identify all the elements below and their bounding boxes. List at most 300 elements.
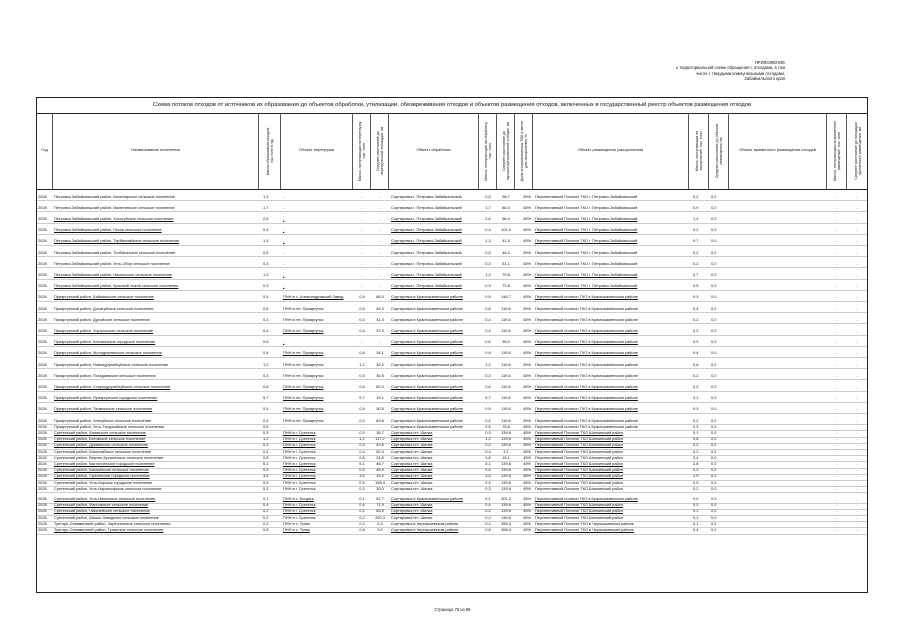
header-disposal-mass: Масса, поступающая на захоронение, тыс. тонн	[689, 113, 709, 189]
cell-proc: Сортировка г. Петровск-Забайкальский	[391, 273, 462, 278]
cell-trd: -	[379, 217, 381, 222]
cell-proc: Сортировка пгт. Шилка	[391, 468, 433, 473]
cell-tr: ПНН в г. Сретенск	[283, 474, 316, 479]
cell-mass: 0,5	[263, 250, 269, 255]
cell-pm: 0,4	[485, 228, 491, 233]
cell-ntd: -	[856, 228, 858, 233]
cell-proc: Сортировка в Краснокаменском районе	[391, 385, 463, 390]
cell-dm: 0,5	[693, 480, 699, 485]
cell-dd: 0,0	[711, 261, 717, 266]
cell-dm: 0,3	[693, 385, 699, 390]
cell-dm: 0,4	[693, 455, 699, 460]
cell-mass: 5,7	[263, 396, 269, 401]
cell-dm: 0,2	[693, 329, 699, 334]
cell-tr: -	[283, 424, 285, 429]
cell-disp: Перспективный Полигон ТКО Шилкинский район	[535, 480, 623, 485]
cell-dm: 0,2	[693, 373, 699, 378]
cell-trm: 0,4	[359, 317, 365, 322]
cell-proc: Сортировка в Краснокаменском районе	[391, 329, 463, 334]
cell-pd: 398,4	[501, 521, 511, 526]
cell-trm: 0,3	[359, 443, 365, 448]
cell-ntm: -	[836, 306, 838, 311]
cell-dm: 0,2	[693, 503, 699, 508]
table-row	[37, 486, 867, 493]
cell-pm: 0,9	[485, 480, 491, 485]
cell-dd: 0,0	[711, 468, 717, 473]
cell-share: 45%	[523, 474, 531, 479]
cell-dm: 0,3	[693, 340, 699, 345]
cell-tr: ПНН в пгт. Приаргунск	[283, 351, 324, 356]
cell-share: 45%	[523, 340, 531, 345]
appendix-line: Забайкальского края	[744, 76, 785, 82]
cell-pd: 139,6	[501, 443, 511, 448]
cell-trm: 0,9	[359, 480, 365, 485]
cell-ntm: -	[836, 509, 838, 514]
cell-disp: Перспективный полигон ТКО в Краснокаменском районе	[535, 329, 638, 334]
cell-proc: Сортировка пгт. Шилка	[391, 474, 433, 479]
header-transfer-distance: Среднее расстояние до перегрузочной площадки, км	[371, 113, 389, 189]
cell-mass: 0,5	[263, 424, 269, 429]
cell-dm: 1,9	[693, 474, 699, 479]
cell-trd: 30,0	[376, 486, 384, 491]
cell-year: 2028	[38, 273, 47, 278]
cell-ntm: -	[836, 217, 838, 222]
cell-dd: 0,0	[711, 515, 717, 520]
cell-ntm: -	[836, 205, 838, 210]
cell-ntm: -	[836, 373, 838, 378]
cell-share: 45%	[523, 295, 531, 300]
cell-dd: 0,0	[711, 306, 717, 311]
cell-pm: 0,2	[485, 521, 491, 526]
cell-trd: -	[379, 205, 381, 210]
cell-year: 2028	[38, 462, 47, 467]
cell-ntd: -	[856, 317, 858, 322]
cell-disp: Перспективный Полигон ТКО Шилкинский район	[535, 455, 623, 460]
cell-proc: Сортировка пгт. Шилка	[391, 486, 433, 491]
cell-pd: 101,0	[501, 228, 511, 233]
cell-proc: Сортировка г. Петровск-Забайкальский	[391, 261, 462, 266]
appendix-line: числе с твердыми коммунальными отходами,	[696, 70, 785, 76]
cell-year: 2028	[38, 486, 47, 491]
cell-ntd: -	[856, 424, 858, 429]
cell-disp: Перспективный Полигон ТКО Шилкинский район	[535, 437, 623, 442]
header-temporary-mass: Масса, поступающая на временное размещение, тыс. тонн	[827, 113, 847, 189]
cell-mass: 1,2	[263, 437, 269, 442]
header-disposal: Объект размещения (захоронения)	[533, 113, 689, 189]
cell-disp: Перспективный Полигон ТКО Шилкинский район	[535, 449, 623, 454]
cell-dm: 0,3	[693, 424, 699, 429]
cell-mass: 0,3	[263, 486, 269, 491]
cell-share: 45%	[523, 385, 531, 390]
cell-dm: 0,3	[693, 295, 699, 300]
cell-name: Приаргунский район, Усть-Тасуркайское сельское поселение	[54, 424, 165, 429]
cell-ntm: -	[836, 194, 838, 199]
cell-share: 45%	[523, 437, 531, 442]
appendix-line: к территориальной схеме обращения с отходами, в том	[676, 65, 785, 71]
cell-mass: 0,6	[263, 306, 269, 311]
cell-trd: 117,2	[375, 437, 385, 442]
cell-trd: 30,5	[376, 407, 384, 412]
cell-disp: Перспективный полигон ТКО в Краснокаменском районе	[535, 340, 638, 345]
cell-dm: 3,1	[693, 396, 699, 401]
waste-flow-table	[36, 97, 868, 593]
cell-share: 45%	[523, 418, 531, 423]
cell-dm: 0,4	[693, 306, 699, 311]
cell-year: 2028	[38, 509, 47, 514]
cell-mass: 0,4	[263, 228, 269, 233]
cell-ntd: -	[856, 261, 858, 266]
cell-name: Сретенский район, Сретенское городское поселение	[54, 474, 150, 479]
cell-trm: 0,2	[359, 521, 365, 526]
cell-share: 45%	[523, 373, 531, 378]
cell-year: 2028	[38, 250, 47, 255]
appendix-note	[585, 60, 785, 82]
cell-disp: Перспективный Полигон ТКО г. Петровск-Забайкальский	[535, 284, 638, 289]
header-processing: Объект обработки	[389, 113, 479, 189]
cell-dd: 0,0	[711, 317, 717, 322]
cell-dm: 0,9	[693, 205, 699, 210]
cell-disp: Перспективный полигон ТКО в Краснокаменском районе	[535, 373, 638, 378]
cell-trd: 49,3	[376, 306, 384, 311]
cell-pd: 56,4	[502, 217, 510, 222]
cell-name: Сретенский район, Шилкинское сельское поселение	[54, 468, 149, 473]
cell-tr: ПНН в пгт. Приаргунск	[283, 306, 324, 311]
cell-pd: 3,1	[503, 449, 509, 454]
cell-disp: Перспективный Полигон ТКО Шилкинский район	[535, 486, 623, 491]
cell-year: 2028	[38, 455, 47, 460]
cell-share: 45%	[523, 205, 531, 210]
cell-mass: 0,4	[263, 329, 269, 334]
cell-ntd: -	[856, 194, 858, 199]
cell-trm: 0,2	[359, 509, 365, 514]
cell-dd: 0,0	[711, 462, 717, 467]
cell-year: 2028	[38, 340, 47, 345]
cell-tr: ПНН в г. Сретенск	[283, 515, 316, 520]
cell-trd: 52,4	[376, 449, 384, 454]
cell-dm: 0,1	[693, 509, 699, 514]
cell-trm: -	[361, 424, 363, 429]
cell-tr: ПНН в г. Сретенск	[283, 509, 316, 514]
cell-dd: 0,0	[711, 521, 717, 526]
cell-pd: 139,6	[501, 468, 511, 473]
cell-share: 45%	[523, 284, 531, 289]
cell-name: Приаргунский район, Приаргунское городское поселение	[54, 396, 158, 401]
cell-ntm: -	[836, 261, 838, 266]
header-transfer: Объект перегрузки	[281, 113, 353, 189]
cell-tr: ПНН в пгт. Приаргунск	[283, 329, 324, 334]
cell-disp: Перспективный Полигон ТКО г. Петровск-Забайкальский	[535, 261, 638, 266]
cell-dd: 0,0	[711, 497, 717, 502]
cell-mass: 0,4	[263, 418, 269, 423]
cell-ntm: -	[836, 462, 838, 467]
cell-mass: 1,3	[263, 273, 269, 278]
cell-share: 45%	[523, 351, 531, 356]
header-processing-distance: Среднее расстояние до мусоросортировочной станции, км	[497, 113, 515, 189]
cell-year: 2028	[38, 228, 47, 233]
cell-trd: -	[379, 261, 381, 266]
cell-dd: 0,0	[711, 509, 717, 514]
cell-dd: 0,0	[711, 396, 717, 401]
cell-share: 45%	[523, 396, 531, 401]
cell-ntm: -	[836, 362, 838, 367]
cell-pm: 5,1	[485, 462, 491, 467]
cell-dm: 0,4	[693, 528, 699, 533]
cell-disp: Перспективный Полигон ТКО в Чернышевском районе	[535, 521, 634, 526]
cell-name: Сретенский район, Верхне-Куэнгинское сельское поселение	[54, 455, 164, 460]
cell-share: 45%	[523, 317, 531, 322]
cell-ntd: -	[856, 239, 858, 244]
cell-share: 45%	[523, 503, 531, 508]
cell-mass: 0,1	[263, 497, 269, 502]
cell-ntm: -	[836, 497, 838, 502]
cell-ntm: -	[836, 295, 838, 300]
cell-pd: 46,3	[502, 250, 510, 255]
cell-pd: 72,8	[502, 284, 510, 289]
cell-mass: 0,3	[263, 373, 269, 378]
header-temporary-distance: Среднее расстояние до площадки временного размещения, км	[853, 122, 862, 180]
cell-disp: Перспективный полигон ТКО в Краснокаменском районе	[535, 418, 638, 423]
cell-share: 45%	[523, 362, 531, 367]
cell-ntm: -	[836, 228, 838, 233]
cell-tr: -	[283, 205, 285, 210]
cell-ntm: -	[836, 468, 838, 473]
cell-tr: -	[283, 239, 285, 244]
cell-year: 2028	[38, 418, 47, 423]
cell-name: Приаргунский район, Зоргольское сельское поселение	[54, 329, 154, 334]
cell-pm: 0,8	[485, 455, 491, 460]
header-settlement: Наименование поселения	[53, 113, 259, 189]
cell-share: 45%	[523, 497, 531, 502]
cell-dd: 0,0	[711, 418, 717, 423]
cell-name: Тунгиро-Олекминский район, Тупикское сельское поселение	[54, 528, 164, 533]
cell-proc: Сортировка в Краснокаменском районе	[391, 424, 463, 429]
cell-ntm: -	[836, 437, 838, 442]
cell-trd: -	[379, 273, 381, 278]
cell-dm: 0,3	[693, 468, 699, 473]
cell-share: 45%	[523, 407, 531, 412]
cell-pm: 0,2	[485, 515, 491, 520]
cell-year: 2028	[38, 261, 47, 266]
cell-mass: 0,6	[263, 340, 269, 345]
cell-trd: 9,0	[377, 528, 383, 533]
cell-dm: 0,5	[693, 284, 699, 289]
cell-year: 2028	[38, 443, 47, 448]
cell-disp: Перспективный полигон ТКО в Краснокаменском районе	[535, 396, 638, 401]
cell-proc: Сортировка г. Петровск-Забайкальский	[391, 194, 462, 199]
cell-dm: 0,7	[693, 239, 699, 244]
cell-trd: 63,5	[376, 509, 384, 514]
cell-dm: 0,6	[693, 362, 699, 367]
cell-proc: Сортировка в Чернышевском районе	[391, 528, 459, 533]
cell-tr: ПНН в г. Сретенск	[283, 431, 316, 436]
cell-trm: 3,5	[359, 474, 365, 479]
cell-trm: 0,5	[359, 407, 365, 412]
cell-name: Сретенский район, Кокертайское сельское поселение	[54, 449, 152, 454]
cell-name: Приаргунский район, Погадаевское сельское поселение	[54, 373, 156, 378]
cell-tr: ПНН в г. Сретенск	[283, 443, 316, 448]
cell-proc: Сортировка пгт. Шилка	[391, 462, 433, 467]
cell-proc: Сортировка г. Петровск-Забайкальский	[391, 228, 462, 233]
cell-tr: ПНН в пгт. Приаргунск	[283, 407, 324, 412]
cell-year: 2028	[38, 503, 47, 508]
cell-disp: Перспективный полигон ТКО в Краснокаменском районе	[535, 407, 638, 412]
cell-proc: Сортировка в Краснокаменском районе	[391, 306, 463, 311]
cell-pd: 139,6	[501, 480, 511, 485]
cell-mass: 0,4	[263, 317, 269, 322]
cell-ntd: -	[856, 480, 858, 485]
cell-trd: -	[379, 239, 381, 244]
cell-year: 2028	[38, 295, 47, 300]
cell-name: Петровск-Забайкальский район, Катангарское сельское поселение	[54, 194, 175, 199]
cell-ntd: -	[856, 497, 858, 502]
cell-pm: 0,3	[485, 486, 491, 491]
cell-mass: 0,5	[263, 407, 269, 412]
cell-tr: ПНН в г. Сретенск	[283, 449, 316, 454]
cell-trm: 0,5	[359, 468, 365, 473]
cell-proc: Сортировка в Краснокаменском районе	[391, 396, 463, 401]
cell-name: Петровск-Забайкальский район, Малетинское сельское поселение	[54, 205, 175, 210]
cell-trd: 69,6	[376, 418, 384, 423]
cell-trm: -	[361, 239, 363, 244]
cell-ntd: -	[856, 521, 858, 526]
cell-year: 2028	[38, 396, 47, 401]
cell-dd: 0,0	[711, 284, 717, 289]
cell-trm: 0,8	[359, 455, 365, 460]
cell-name: Приаргунский район, Староцурухайтуйское сельское поселение	[54, 385, 171, 390]
cell-ntd: -	[856, 437, 858, 442]
cell-dd: 0,0	[711, 424, 717, 429]
cell-ntm: -	[836, 407, 838, 412]
cell-mass: 1,3	[263, 194, 269, 199]
cell-disp: Перспективный полигон ТКО в Краснокаменском районе	[535, 424, 638, 429]
cell-ntd: -	[856, 295, 858, 300]
cell-trm: 1,2	[359, 437, 365, 442]
cell-tr: ПНН в с. Александровский Завод	[283, 295, 344, 300]
header-transfer-mass: Масса, поступающая на перегрузку, тыс. тонн	[353, 113, 371, 189]
cell-name: Приаргунский район, Кличкинское городское поселение	[54, 340, 156, 345]
cell-pm: 0,4	[485, 317, 491, 322]
cell-pm: 3,5	[485, 474, 491, 479]
cell-dd: 0,0	[711, 528, 717, 533]
cell-year: 2028	[38, 468, 47, 473]
cell-share: 45%	[523, 449, 531, 454]
cell-name: Приаргунский район, Молодежнинское сельское поселение	[54, 351, 162, 356]
cell-trm: 0,5	[359, 295, 365, 300]
cell-pd: 75,6	[502, 424, 510, 429]
cell-proc: Сортировка в Краснокаменском районе	[391, 362, 463, 367]
cell-ntd: -	[856, 284, 858, 289]
cell-disp: Перспективный Полигон ТКО г. Петровск-Забайкальский	[535, 217, 638, 222]
cell-tr: ПНН в г. Сретенск	[283, 468, 316, 473]
cell-ntm: -	[836, 284, 838, 289]
cell-trd: 31,6	[376, 455, 384, 460]
cell-year: 2028	[38, 362, 47, 367]
cell-name: Петровск-Забайкальский район, Никольское сельское поселение	[54, 273, 172, 278]
cell-dd: 0,0	[711, 362, 717, 367]
cell-pm: 2,6	[485, 217, 491, 222]
table-title: Схема потоков отходов от источников их образования до объектов обработки, утилизации, обезвреживания отходов и объектов размещения отходов, включенных в государственный реестр объектов размещения отходов	[37, 98, 867, 114]
cell-dd: 0,0	[711, 194, 717, 199]
cell-trm: -	[361, 273, 363, 278]
cell-name: Сретенский район, Шилко-Заводское сельское поселение	[54, 515, 159, 520]
cell-share: 45%	[523, 250, 531, 255]
cell-trm: 5,7	[359, 396, 365, 401]
cell-disp: Перспективный Полигон ТКО Шилкинский район	[535, 443, 623, 448]
cell-tr: -	[283, 228, 285, 233]
cell-pm: 0,5	[485, 468, 491, 473]
cell-pm: 1,2	[485, 437, 491, 442]
cell-name: Приаргунский район, Новоцурухайтуйское сельское поселение	[54, 362, 169, 367]
cell-pd: 119,6	[501, 385, 511, 390]
cell-ntd: -	[856, 486, 858, 491]
cell-disp: Перспективный Полигон ТКО г. Петровск-Забайкальский	[535, 205, 638, 210]
cell-ntm: -	[836, 424, 838, 429]
cell-proc: Сортировка пгт. Шилка	[391, 503, 433, 508]
cell-trd: 0,4	[377, 521, 383, 526]
cell-pd: 41,5	[502, 239, 510, 244]
cell-dd: 0,0	[711, 503, 717, 508]
cell-tr: ПНН в г. Сретенск	[283, 462, 316, 467]
cell-dd: 0,0	[711, 295, 717, 300]
cell-trm: 0,1	[359, 497, 365, 502]
cell-ntm: -	[836, 474, 838, 479]
cell-ntd: -	[856, 443, 858, 448]
cell-tr: ПНН в пгт. Приаргунск	[283, 385, 324, 390]
cell-trd: 51,7	[376, 497, 384, 502]
cell-share: 45%	[523, 486, 531, 491]
cell-tr: -	[283, 273, 285, 278]
cell-pm: 0,6	[485, 306, 491, 311]
cell-trm: -	[361, 228, 363, 233]
cell-dd: 0,0	[711, 340, 717, 345]
cell-share: 45%	[523, 194, 531, 199]
cell-dd: 0,0	[711, 351, 717, 356]
cell-pd: 35,0	[502, 340, 510, 345]
cell-year: 2028	[38, 528, 47, 533]
cell-year: 2028	[38, 437, 47, 442]
cell-mass: 1,2	[263, 362, 269, 367]
cell-ntd: -	[856, 462, 858, 467]
cell-pd: 119,6	[501, 362, 511, 367]
cell-mass: 0,9	[263, 480, 269, 485]
cell-trm: 0,3	[359, 431, 365, 436]
cell-disp: Перспективный Полигон ТКО г. Петровск-Забайкальский	[535, 250, 638, 255]
cell-trm: 5,1	[359, 462, 365, 467]
cell-mass: 0,3	[263, 431, 269, 436]
cell-proc: Сортировка пгт. Шилка	[391, 509, 433, 514]
cell-pd: 146,7	[501, 295, 511, 300]
cell-year: 2028	[38, 351, 47, 356]
cell-tr: ПНН в с. Тупик	[283, 521, 310, 526]
cell-trd: 37,9	[376, 329, 384, 334]
cell-trd: 19,1	[376, 396, 384, 401]
cell-dd: 0,0	[711, 449, 717, 454]
cell-ntd: -	[856, 351, 858, 356]
header-year: Год	[37, 113, 53, 189]
cell-ntd: -	[856, 329, 858, 334]
cell-pd: 139,6	[501, 462, 511, 467]
header-mass: Масса образования отходов, тыс.тонн в год	[259, 113, 281, 189]
cell-ntm: -	[836, 486, 838, 491]
cell-pd: 119,6	[501, 418, 511, 423]
cell-ntm: -	[836, 515, 838, 520]
cell-proc: Сортировка пгт. Шилка	[391, 515, 433, 520]
cell-ntd: -	[856, 340, 858, 345]
cell-pm: 1,3	[485, 239, 491, 244]
cell-trm: 0,6	[359, 385, 365, 390]
cell-pm: 0,1	[485, 497, 491, 502]
cell-tr: ПНН в пгт. Приаргунск	[283, 362, 324, 367]
